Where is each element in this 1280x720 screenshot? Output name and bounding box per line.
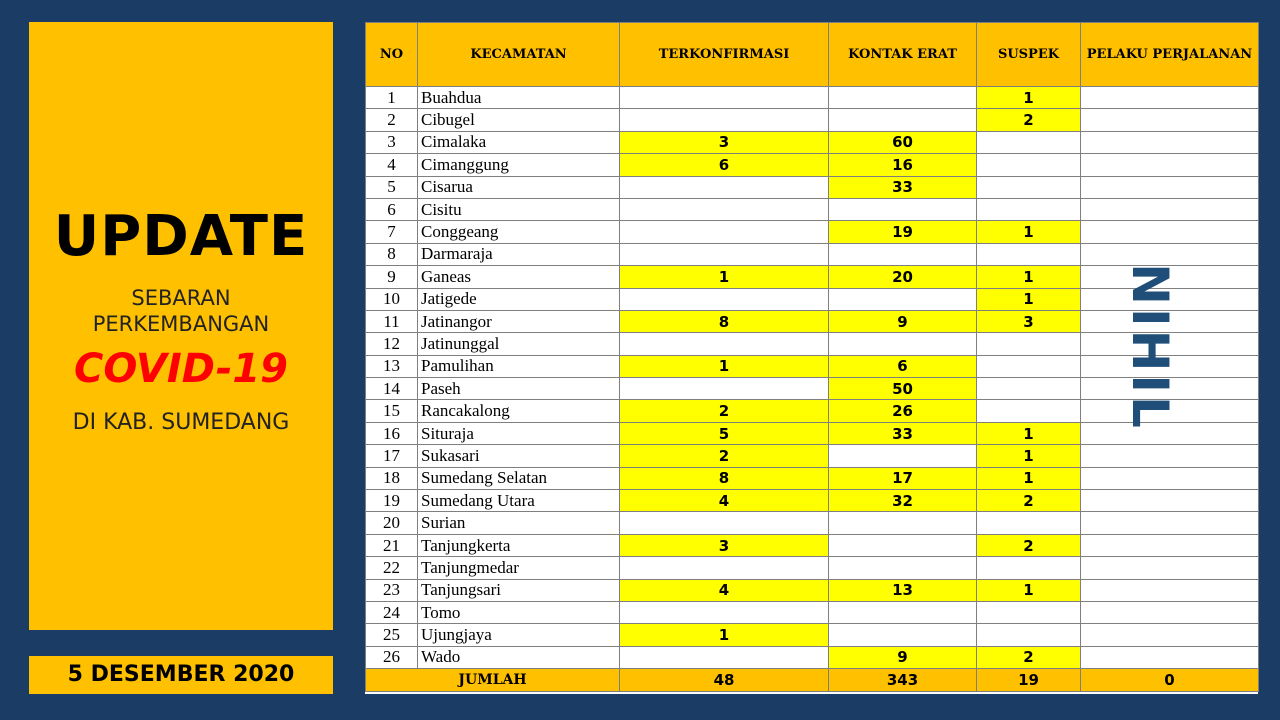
cell-suspek [977,131,1081,153]
cell-pelaku-perjalanan [1081,198,1259,220]
row-number: 5 [366,176,418,198]
row-number: 18 [366,467,418,489]
cell-suspek: 2 [977,109,1081,131]
row-number: 6 [366,198,418,220]
table-row [366,557,1259,579]
cell-suspek [977,355,1081,377]
row-number: 19 [366,490,418,512]
total-terkonfirmasi: 48 [620,669,829,692]
cell-kontak-erat: 26 [829,400,977,422]
cell-suspek: 2 [977,534,1081,556]
cell-pelaku-perjalanan [1081,221,1259,243]
table-row [366,467,1259,489]
cell-kontak-erat: 32 [829,490,977,512]
cell-pelaku-perjalanan [1081,176,1259,198]
cell-suspek [977,154,1081,176]
cell-terkonfirmasi [620,512,829,534]
totals-row [366,669,1259,692]
cell-pelaku-perjalanan [1081,445,1259,467]
cell-kontak-erat [829,109,977,131]
table-row [366,624,1259,646]
kecamatan-name: Tomo [418,601,620,623]
row-number: 16 [366,422,418,444]
cell-suspek: 3 [977,310,1081,332]
cell-terkonfirmasi: 8 [620,310,829,332]
cell-terkonfirmasi: 1 [620,355,829,377]
cell-terkonfirmasi: 2 [620,445,829,467]
row-number: 20 [366,512,418,534]
cell-kontak-erat: 50 [829,378,977,400]
cell-terkonfirmasi [620,646,829,668]
cell-suspek [977,243,1081,265]
cell-suspek: 1 [977,445,1081,467]
table-row [366,176,1259,198]
cell-kontak-erat: 20 [829,266,977,288]
cell-terkonfirmasi [620,221,829,243]
kecamatan-name: Cisitu [418,198,620,220]
cell-kontak-erat [829,87,977,109]
date-banner: 5 DESEMBER 2020 [29,656,333,694]
cell-kontak-erat: 13 [829,579,977,601]
table-row [366,445,1259,467]
cell-suspek [977,512,1081,534]
cell-suspek [977,378,1081,400]
cell-suspek [977,601,1081,623]
row-number: 23 [366,579,418,601]
table-row [366,534,1259,556]
cell-terkonfirmasi [620,557,829,579]
cell-pelaku-perjalanan [1081,534,1259,556]
cell-pelaku-perjalanan [1081,109,1259,131]
cell-terkonfirmasi: 1 [620,624,829,646]
cell-suspek: 2 [977,646,1081,668]
cell-terkonfirmasi: 4 [620,490,829,512]
kecamatan-name: Sukasari [418,445,620,467]
kecamatan-name: Pamulihan [418,355,620,377]
cell-kontak-erat: 33 [829,422,977,444]
table-row [366,579,1259,601]
kecamatan-name: Conggeang [418,221,620,243]
cell-suspek: 1 [977,467,1081,489]
row-number: 2 [366,109,418,131]
cell-kontak-erat [829,198,977,220]
cell-kontak-erat [829,512,977,534]
row-number: 4 [366,154,418,176]
table-row [366,601,1259,623]
table-row [366,87,1259,109]
row-number: 1 [366,87,418,109]
table-row [366,154,1259,176]
cell-kontak-erat [829,288,977,310]
row-number: 3 [366,131,418,153]
cell-terkonfirmasi: 6 [620,154,829,176]
table-row [366,109,1259,131]
table-row [366,131,1259,153]
cell-kontak-erat: 60 [829,131,977,153]
cell-pelaku-perjalanan [1081,601,1259,623]
cell-suspek: 1 [977,288,1081,310]
row-number: 24 [366,601,418,623]
cell-kontak-erat [829,445,977,467]
cell-kontak-erat: 9 [829,310,977,332]
cell-pelaku-perjalanan [1081,557,1259,579]
cell-kontak-erat [829,624,977,646]
kecamatan-name: Tanjungsari [418,579,620,601]
kecamatan-name: Jatigede [418,288,620,310]
cell-kontak-erat: 33 [829,176,977,198]
row-number: 7 [366,221,418,243]
row-number: 26 [366,646,418,668]
region-label: DI KAB. SUMEDANG [72,410,290,435]
cell-terkonfirmasi: 4 [620,579,829,601]
kecamatan-name: Darmaraja [418,243,620,265]
row-number: 10 [366,288,418,310]
cell-terkonfirmasi [620,198,829,220]
kecamatan-name: Buahdua [418,87,620,109]
cell-kontak-erat: 6 [829,355,977,377]
header-pelaku-perjalanan: PELAKU PERJALANAN [1081,23,1259,87]
kecamatan-name: Sumedang Selatan [418,467,620,489]
cell-kontak-erat [829,557,977,579]
cell-kontak-erat: 17 [829,467,977,489]
cell-pelaku-perjalanan [1081,467,1259,489]
cell-kontak-erat: 9 [829,646,977,668]
cell-pelaku-perjalanan [1081,154,1259,176]
title-panel [29,22,333,630]
cell-pelaku-perjalanan [1081,646,1259,668]
cell-terkonfirmasi [620,109,829,131]
header-suspek: SUSPEK [977,23,1081,87]
header-kontak-erat: KONTAK ERAT [829,23,977,87]
cell-suspek [977,400,1081,422]
cell-kontak-erat [829,601,977,623]
kecamatan-name: Ganeas [418,266,620,288]
cell-terkonfirmasi [620,378,829,400]
total-suspek: 19 [977,669,1081,692]
cell-terkonfirmasi [620,87,829,109]
row-number: 17 [366,445,418,467]
row-number: 11 [366,310,418,332]
cell-terkonfirmasi: 2 [620,400,829,422]
kecamatan-name: Cibugel [418,109,620,131]
kecamatan-name: Tanjungkerta [418,534,620,556]
cell-suspek: 1 [977,221,1081,243]
cell-suspek [977,624,1081,646]
kecamatan-name: Cisarua [418,176,620,198]
cell-terkonfirmasi: 3 [620,131,829,153]
row-number: 22 [366,557,418,579]
totals-label: JUMLAH [366,669,620,692]
row-number: 14 [366,378,418,400]
kecamatan-name: Cimalaka [418,131,620,153]
kecamatan-name: Sumedang Utara [418,490,620,512]
cell-suspek: 1 [977,422,1081,444]
kecamatan-name: Jatinangor [418,310,620,332]
table-header-row [366,23,1259,87]
cell-pelaku-perjalanan [1081,624,1259,646]
cell-kontak-erat [829,333,977,355]
cell-suspek: 1 [977,266,1081,288]
nihil-label: NIHIL [1121,263,1179,431]
subtitle-line-1: SEBARAN [131,286,231,310]
cell-terkonfirmasi [620,176,829,198]
row-number: 8 [366,243,418,265]
table-row [366,221,1259,243]
cell-kontak-erat [829,243,977,265]
header-terkonfirmasi: TERKONFIRMASI [620,23,829,87]
cell-terkonfirmasi [620,333,829,355]
row-number: 9 [366,266,418,288]
row-number: 13 [366,355,418,377]
cell-kontak-erat [829,534,977,556]
row-number: 15 [366,400,418,422]
row-number: 25 [366,624,418,646]
cell-terkonfirmasi: 5 [620,422,829,444]
header-kecamatan: KECAMATAN [418,23,620,87]
kecamatan-name: Ujungjaya [418,624,620,646]
table-row [366,490,1259,512]
total-pelaku-perjalanan: 0 [1081,669,1259,692]
table-row [366,198,1259,220]
row-number: 12 [366,333,418,355]
covid-heading: COVID-19 [74,346,288,392]
cell-pelaku-perjalanan [1081,87,1259,109]
cell-suspek [977,333,1081,355]
kecamatan-name: Rancakalong [418,400,620,422]
cell-pelaku-perjalanan [1081,579,1259,601]
kecamatan-name: Paseh [418,378,620,400]
cell-terkonfirmasi: 8 [620,467,829,489]
cell-suspek: 2 [977,490,1081,512]
cell-terkonfirmasi: 3 [620,534,829,556]
kecamatan-name: Situraja [418,422,620,444]
cell-kontak-erat: 19 [829,221,977,243]
cell-terkonfirmasi: 1 [620,266,829,288]
kecamatan-name: Cimanggung [418,154,620,176]
kecamatan-name: Jatinunggal [418,333,620,355]
total-kontak-erat: 343 [829,669,977,692]
cell-suspek [977,557,1081,579]
subtitle-line-2: PERKEMBANGAN [92,312,270,336]
kecamatan-name: Wado [418,646,620,668]
cell-pelaku-perjalanan [1081,512,1259,534]
header-no: NO [366,23,418,87]
cell-terkonfirmasi [620,288,829,310]
table-row [366,512,1259,534]
cell-suspek: 1 [977,87,1081,109]
kecamatan-name: Tanjungmedar [418,557,620,579]
cell-terkonfirmasi [620,243,829,265]
cell-pelaku-perjalanan [1081,131,1259,153]
cell-suspek [977,198,1081,220]
row-number: 21 [366,534,418,556]
cell-suspek [977,176,1081,198]
table-row [366,646,1259,668]
cell-pelaku-perjalanan [1081,490,1259,512]
update-title: UPDATE [53,204,309,269]
kecamatan-name: Surian [418,512,620,534]
cell-suspek: 1 [977,579,1081,601]
cell-terkonfirmasi [620,601,829,623]
cell-kontak-erat: 16 [829,154,977,176]
